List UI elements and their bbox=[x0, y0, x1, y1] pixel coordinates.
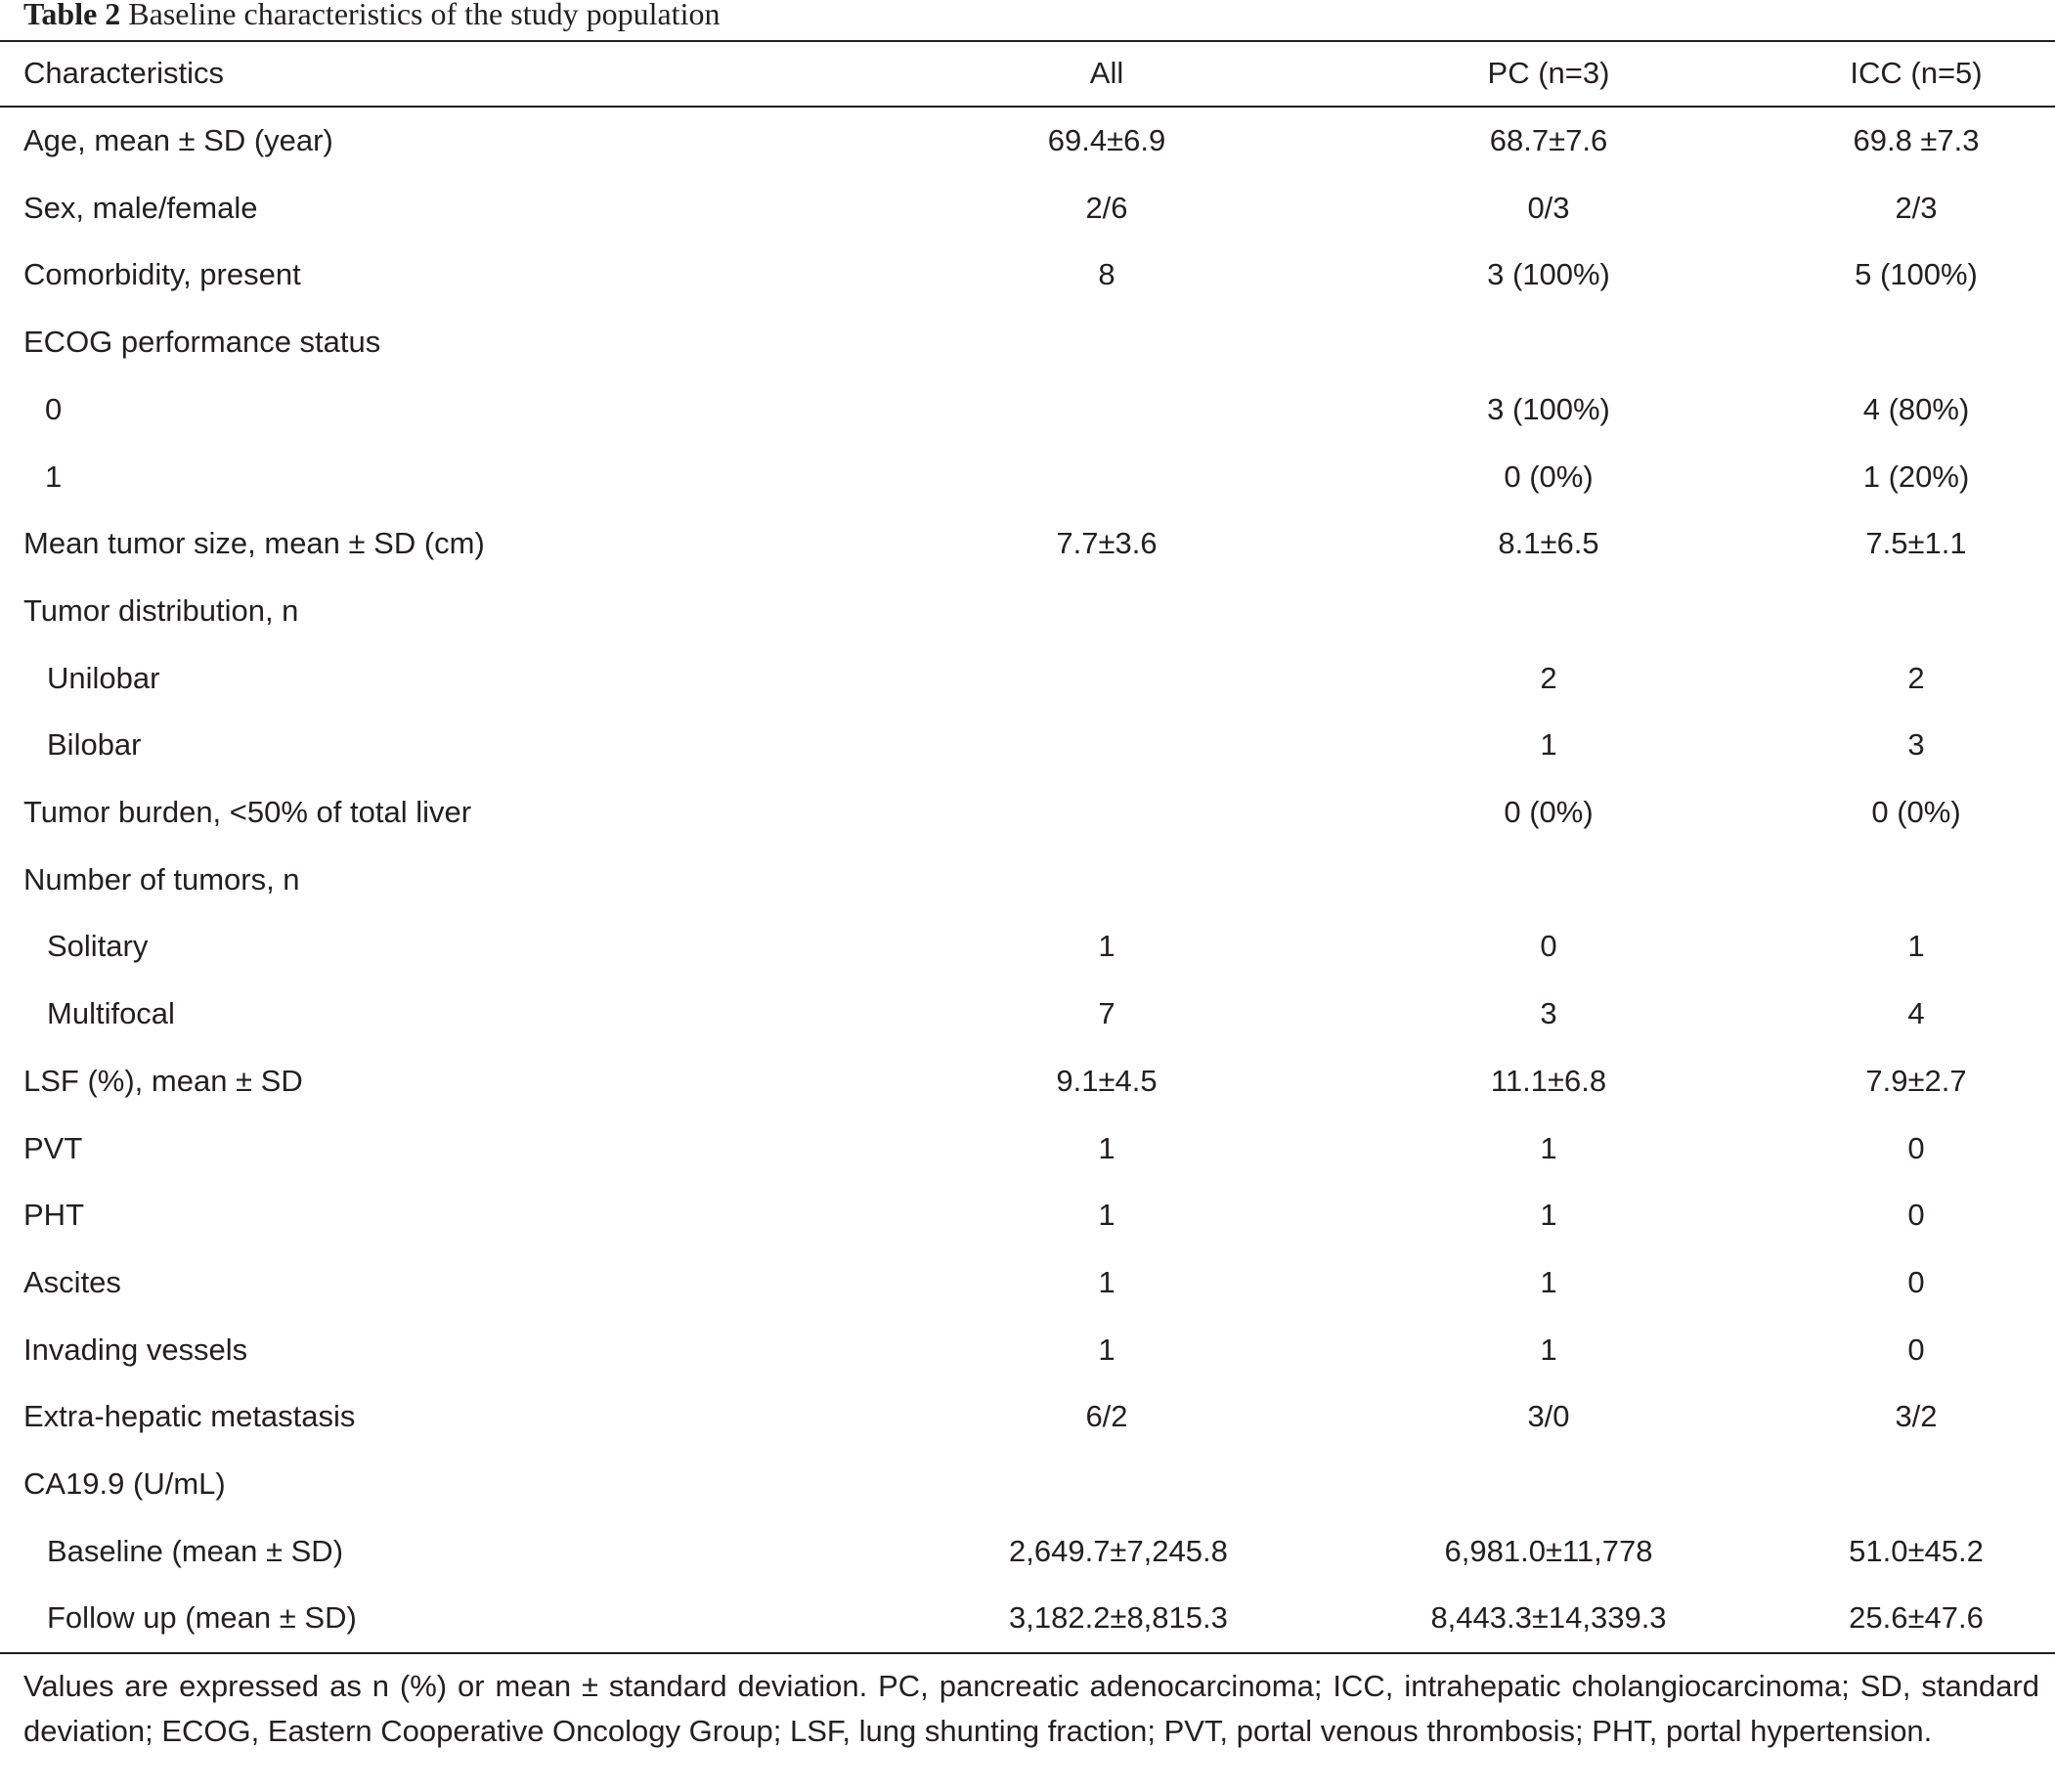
cell-label: 1 bbox=[45, 459, 63, 494]
cell-icc: 0 bbox=[1907, 1333, 1925, 1367]
cell-label: Follow up (mean ± SD) bbox=[47, 1600, 357, 1635]
table-caption-label: Table 2 bbox=[23, 0, 121, 31]
cell-label: LSF (%), mean ± SD bbox=[23, 1064, 303, 1098]
top-rule bbox=[0, 40, 2055, 42]
cell-label: Multifocal bbox=[47, 996, 175, 1030]
cell-all: 3,182.2±8,815.3 bbox=[1009, 1600, 1228, 1635]
cell-all: 1 bbox=[1098, 1265, 1115, 1299]
cell-label: Tumor distribution, n bbox=[23, 593, 299, 628]
cell-pc: 3 bbox=[1540, 996, 1557, 1030]
cell-label: PVT bbox=[23, 1131, 83, 1165]
cell-all: 1 bbox=[1098, 929, 1115, 963]
cell-icc: 2/3 bbox=[1895, 191, 1938, 225]
table-caption bbox=[23, 0, 720, 31]
header-characteristics: Characteristics bbox=[23, 56, 224, 90]
cell-label: Invading vessels bbox=[23, 1333, 248, 1367]
table-footnote: Values are expressed as n (%) or mean ± standard deviation. PC, pancreatic adenocarcinoma; ICC, intrahepatic cholangiocarcinoma; SD, standard deviation; ECOG, Eastern Cooperative Oncology Group; LSF, lung shunting fraction; PVT, portal venous thrombosis; PHT, portal hypertension. bbox=[23, 1669, 2039, 1748]
header-pc: PC (n=3) bbox=[1487, 56, 1610, 90]
cell-pc: 8,443.3±14,339.3 bbox=[1430, 1600, 1667, 1635]
cell-all: 8 bbox=[1098, 257, 1115, 291]
cell-pc: 8.1±6.5 bbox=[1498, 526, 1599, 560]
cell-pc: 3/0 bbox=[1527, 1399, 1570, 1433]
cell-label: Ascites bbox=[23, 1265, 121, 1299]
cell-pc: 11.1±6.8 bbox=[1490, 1064, 1607, 1098]
cell-label: Unilobar bbox=[47, 661, 160, 695]
cell-label: Age, mean ± SD (year) bbox=[23, 123, 333, 157]
cell-all: 7.7±3.6 bbox=[1056, 526, 1158, 560]
cell-pc: 2 bbox=[1540, 661, 1557, 695]
cell-label: Baseline (mean ± SD) bbox=[47, 1534, 344, 1568]
cell-all: 1 bbox=[1098, 1198, 1115, 1232]
cell-pc: 1 bbox=[1540, 1265, 1557, 1299]
cell-pc: 0/3 bbox=[1527, 191, 1570, 225]
header-all: All bbox=[1089, 56, 1124, 90]
cell-pc: 68.7±7.6 bbox=[1489, 123, 1608, 157]
cell-all: 1 bbox=[1098, 1333, 1115, 1367]
cell-label: 0 bbox=[45, 392, 63, 426]
table-caption-title: Baseline characteristics of the study population bbox=[128, 0, 721, 31]
cell-pc: 3 (100%) bbox=[1487, 392, 1610, 426]
cell-pc: 1 bbox=[1540, 1131, 1557, 1165]
cell-icc: 0 (0%) bbox=[1871, 795, 1961, 829]
cell-label: Mean tumor size, mean ± SD (cm) bbox=[23, 526, 485, 560]
cell-label: Sex, male/female bbox=[23, 191, 258, 225]
cell-icc: 2 bbox=[1907, 661, 1925, 695]
cell-icc: 1 bbox=[1907, 929, 1925, 963]
cell-icc: 25.6±47.6 bbox=[1849, 1600, 1984, 1635]
cell-icc: 69.8 ±7.3 bbox=[1853, 123, 1980, 157]
cell-label: ECOG performance status bbox=[23, 325, 381, 359]
cell-pc: 0 bbox=[1540, 929, 1557, 963]
cell-pc: 6,981.0±11,778 bbox=[1444, 1534, 1653, 1568]
cell-label: Comorbidity, present bbox=[23, 257, 301, 291]
cell-all: 69.4±6.9 bbox=[1047, 123, 1166, 157]
cell-all: 6/2 bbox=[1085, 1399, 1128, 1433]
cell-all: 2,649.7±7,245.8 bbox=[1009, 1534, 1228, 1568]
cell-pc: 3 (100%) bbox=[1487, 257, 1610, 291]
cell-all: 9.1±4.5 bbox=[1056, 1064, 1158, 1098]
header-rule bbox=[0, 106, 2055, 108]
cell-icc: 51.0±45.2 bbox=[1849, 1534, 1984, 1568]
cell-icc: 0 bbox=[1907, 1265, 1925, 1299]
cell-icc: 4 (80%) bbox=[1862, 392, 1970, 426]
bottom-rule bbox=[0, 1652, 2055, 1654]
cell-icc: 7.5±1.1 bbox=[1865, 526, 1967, 560]
cell-icc: 3 bbox=[1907, 727, 1925, 762]
cell-icc: 7.9±2.7 bbox=[1865, 1064, 1967, 1098]
cell-icc: 0 bbox=[1907, 1198, 1925, 1232]
cell-all: 1 bbox=[1098, 1131, 1115, 1165]
cell-pc: 0 (0%) bbox=[1504, 795, 1594, 829]
cell-label: CA19.9 (U/mL) bbox=[23, 1466, 226, 1501]
cell-pc: 1 bbox=[1540, 1198, 1557, 1232]
cell-all: 7 bbox=[1098, 996, 1115, 1030]
header-icc: ICC (n=5) bbox=[1850, 56, 1983, 90]
cell-icc: 4 bbox=[1907, 996, 1925, 1030]
cell-label: Tumor burden, <50% of total liver bbox=[23, 795, 472, 829]
cell-icc: 3/2 bbox=[1895, 1399, 1938, 1433]
cell-pc: 1 bbox=[1540, 1333, 1557, 1367]
cell-label: PHT bbox=[23, 1198, 84, 1232]
cell-pc: 1 bbox=[1540, 727, 1557, 762]
cell-pc: 0 (0%) bbox=[1504, 459, 1594, 494]
cell-all: 2/6 bbox=[1085, 191, 1128, 225]
cell-label: Solitary bbox=[47, 929, 149, 963]
cell-label: Number of tumors, n bbox=[23, 862, 300, 896]
cell-icc: 0 bbox=[1907, 1131, 1925, 1165]
cell-icc: 1 (20%) bbox=[1862, 459, 1970, 494]
cell-label: Bilobar bbox=[47, 727, 142, 762]
cell-label: Extra-hepatic metastasis bbox=[23, 1399, 356, 1433]
cell-icc: 5 (100%) bbox=[1855, 257, 1978, 291]
